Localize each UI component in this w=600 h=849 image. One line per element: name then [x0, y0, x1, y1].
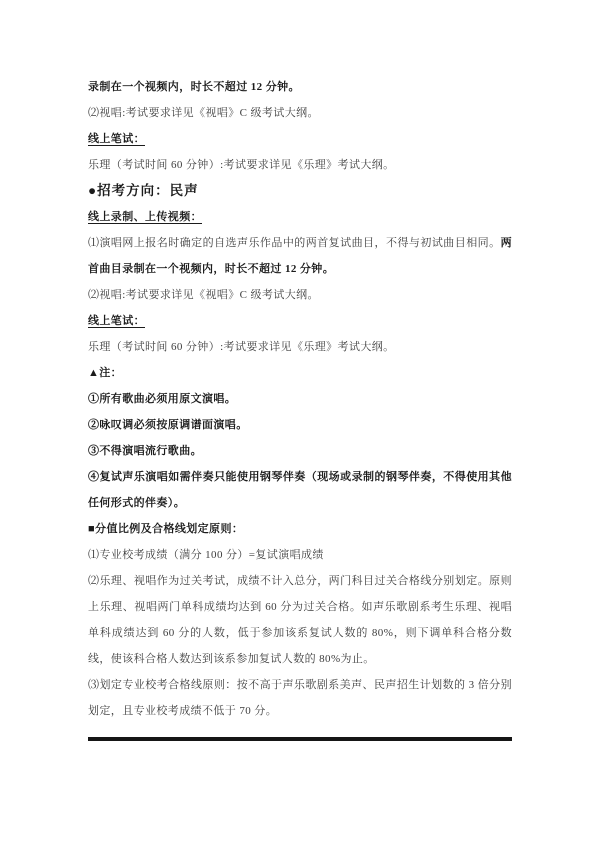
- text-run: ⑴演唱网上报名时确定的自选声乐作品中的两首复试曲目，不得与初试曲目相同。: [88, 237, 501, 249]
- text-run: 乐理（考试时间 60 分钟）:考试要求详见《乐理》考试大纲。: [88, 159, 395, 171]
- text-run: 线上笔试：: [88, 133, 145, 145]
- paragraph-16: [88, 516, 512, 542]
- paragraph-13: [88, 412, 512, 438]
- text-run: 线上录制、上传视频：: [88, 211, 202, 223]
- paragraph-7: [88, 230, 512, 282]
- text-run: ⑵视唱:考试要求详见《视唱》C 级考试大纲。: [88, 289, 319, 301]
- text-run: 乐理（考试时间 60 分钟）:考试要求详见《乐理》考试大纲。: [88, 341, 395, 353]
- text-run: ③不得演唱流行歌曲。: [88, 445, 202, 457]
- paragraph-9: [88, 308, 512, 334]
- paragraph-2: [88, 100, 512, 126]
- paragraph-18: [88, 568, 512, 672]
- paragraph-10: [88, 334, 512, 360]
- text-run: 两首曲目录制在一个视频内，时长不超过 12 分钟。: [88, 237, 512, 275]
- paragraph-15: [88, 464, 512, 516]
- text-run: ①所有歌曲必须用原文演唱。: [88, 393, 237, 405]
- text-run: 线上笔试：: [88, 315, 145, 327]
- paragraph-8: [88, 282, 512, 308]
- text-run: ⑵视唱:考试要求详见《视唱》C 级考试大纲。: [88, 107, 319, 119]
- text-run: ④复试声乐演唱如需伴奏只能使用钢琴伴奏（现场或录制的钢琴伴奏，不得使用其他任何形式的伴奏）。: [88, 471, 512, 509]
- paragraph-6: [88, 204, 512, 230]
- paragraph-19: [88, 672, 512, 724]
- paragraph-17: [88, 542, 512, 568]
- text-run: ■分值比例及合格线划定原则：: [88, 523, 244, 535]
- text-run: ●招考方向：民声: [88, 183, 199, 198]
- paragraph-12: [88, 386, 512, 412]
- paragraph-4: [88, 152, 512, 178]
- paragraph-5: [88, 178, 512, 204]
- text-run: ⑴专业校考成绩（满分 100 分）=复试演唱成绩: [88, 549, 324, 561]
- paragraph-14: [88, 438, 512, 464]
- text-run: ⑶划定专业校考合格线原则：按不高于声乐歌剧系美声、民声招生计划数的 3 倍分别划定，且专业校考成绩不低于 70 分。: [88, 679, 512, 717]
- paragraph-1: [88, 74, 512, 100]
- paragraph-3: [88, 126, 512, 152]
- text-run: 录制在一个视频内，时长不超过 12 分钟。: [88, 81, 300, 93]
- section-divider-rule: [88, 737, 512, 741]
- text-run: ②咏叹调必须按原调谱面演唱。: [88, 419, 248, 431]
- paragraph-11: [88, 360, 512, 386]
- text-run: ▲注：: [88, 367, 123, 379]
- text-run: ⑵乐理、视唱作为过关考试，成绩不计入总分，两门科目过关合格线分别划定。原则上乐理、视唱两门单科成绩均达到 60 分为过关合格。如声乐歌剧系考生乐理、视唱单科成绩达到 60 分的人数，低于参加该系复试人数的 80%，则下调单科合格分数线，使该科合格人数达到该系参加复试人数的 80%为止。: [88, 575, 512, 665]
